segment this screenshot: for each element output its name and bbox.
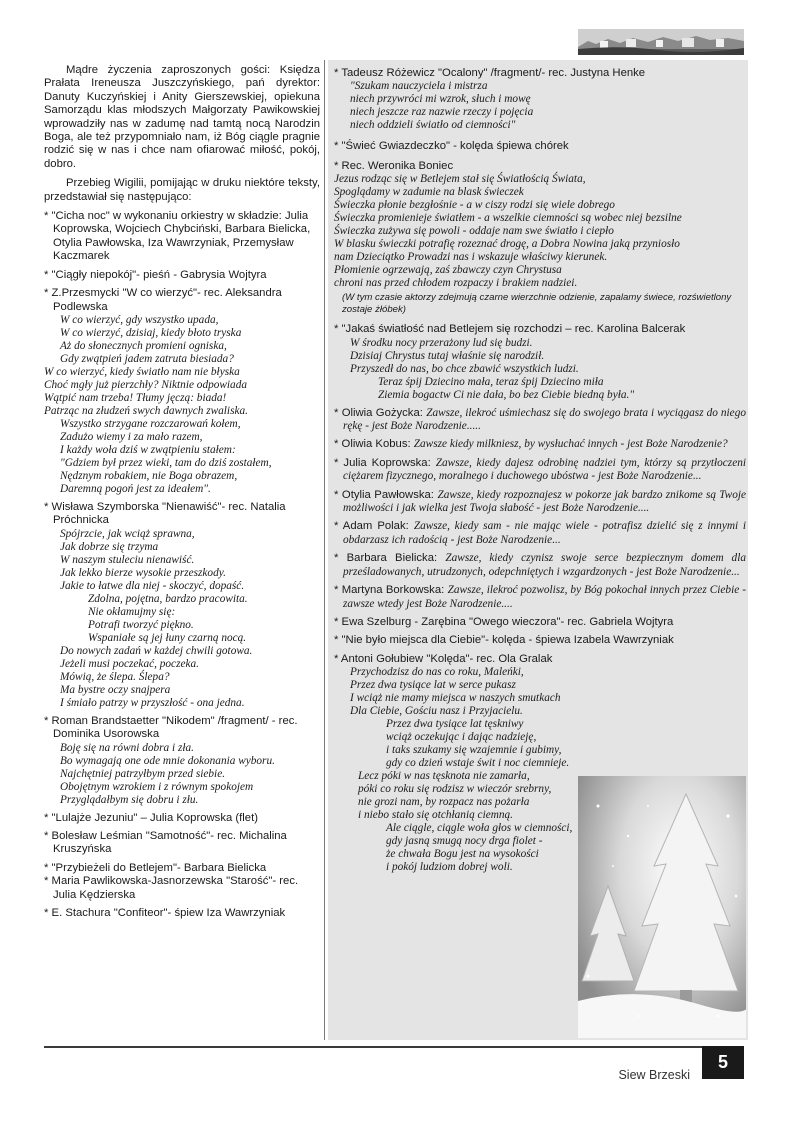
program-item: * Maria Pawlikowska-Jasnorzewska "Starość"- rec. Julia Kędzierska — [44, 875, 299, 901]
publication-title: Siew Brzeski — [618, 1068, 690, 1082]
poem-line: I wciąż nie mamy miejsca w naszych smutkach — [350, 692, 561, 705]
program-item: * Tadeusz Różewicz "Ocalony" /fragment/- rec. Justyna Henke — [334, 67, 646, 79]
stage-direction: (W tym czasie aktorzy zdejmują czarne wierzchnie odzienie, zapalamy świece, rozświetlony zostaje żłóbek) — [342, 292, 732, 315]
wish-line — [334, 584, 746, 611]
poem-line: nie grozi nam, by rozpacz nas pożarła — [358, 796, 530, 809]
poem-line: Świeczka płonie bezgłośnie - a w ciszy rodzi się wiele dobrego — [334, 199, 615, 212]
poem-line: Gdy zwątpień jadem zatruta biesiada? — [60, 352, 234, 365]
village-photo — [578, 29, 744, 55]
wish-line — [334, 520, 746, 547]
program-item: * "Ciągły niepokój"- pieśń - Gabrysia Wojtyra — [44, 268, 267, 281]
poem-line: Jeżeli musi poczekać, poczeka. — [60, 657, 199, 670]
poem-line: Przychodzisz do nas co roku, Maleńki, — [350, 666, 524, 679]
poem-line: "Szukam nauczyciela i mistrza — [350, 80, 488, 93]
program-item: * Ewa Szelburg - Zarębina "Owego wieczora"- rec. Gabriela Wojtyra — [334, 615, 674, 628]
wish-text: Zawsze, kiedy dajesz odrobinę nadziei tym, którzy są przytłoczeni ciężarem fizycznego, moralnego i duchowego ubóstwa - jest Boże Narodzenie... — [343, 456, 746, 483]
recitation-swieczka — [334, 173, 746, 290]
poem-line: Wspaniałe są jej łuny czarną nocą. — [88, 631, 247, 644]
poem-line: Świeczka zużywa się powoli - oddaje nam swe światło i ciepło — [334, 225, 614, 238]
poem-line: Ziemia bogactw Ci nie dała, bo bez Ciebie biedną była." — [378, 388, 635, 401]
poem-line: Do nowych zadań w każdej chwili gotowa. — [60, 644, 253, 657]
poem-line: i pokój ludziom dobrej woli. — [386, 861, 513, 874]
poem-line: Jak lekko bierze wysokie przeszkody. — [60, 566, 226, 579]
poem-line: Nie okłamujmy się: — [88, 605, 176, 618]
poem-line: wciąż oczekując i dając nadzieję, — [386, 731, 537, 744]
poem-line: póki co roku się rodzisz w wieczór srebrny, — [358, 783, 552, 796]
poem-line: Płomienie ogrzewają, zaś zbawczy czyn Chrystusa — [334, 264, 562, 277]
poem-line: Patrząc na złudzeń swych dawnych zwaliska. — [44, 404, 248, 417]
poem-line: W środku nocy przerażony lud się budzi. — [350, 336, 533, 349]
intro-paragraph: Mądre życzenia zaproszonych gości: Księdza Prałata Ireneusza Juszczyńskiego, pań dyrektor: Danuty Kuczyńskiej i Anity Gierszewskiej, opiekuna Samorządu klas młodszych Małgorzaty Pawikowskiej wprowadziły nas w zadumę nad tamtą nocą Narodzin Boga, ale też przypomniało nam, iż Bóg ciągle pragnie rodzić się w nas i chce nam ofiarować miłość, pokój, dobro. — [44, 64, 320, 170]
poem-line: W co wierzyć, gdy wszystko upada, — [60, 313, 219, 326]
program-item: * Z.Przesmycki "W co wierzyć"- rec. Aleksandra Podlewska — [44, 287, 282, 313]
poem-line: Obojętnym wzrokiem i z równym spokojem — [60, 780, 254, 793]
poem-line: że chwała Bogu jest na wysokości — [386, 848, 539, 861]
poem-line: W co wierzyć, dzisiaj, kiedy błoto tryska — [60, 326, 242, 339]
poem-line: Daremną pogoń jest za ideałem". — [60, 482, 211, 495]
poem-line: Zdolna, pojętna, bardzo pracowita. — [88, 592, 248, 605]
poem-line: Wątpić nam trzeba! Tłumy jęczą: biada! — [44, 391, 227, 404]
poem-jakas-swiatlosc — [334, 337, 746, 402]
wish-speaker: * Martyna Borkowska: — [334, 584, 445, 597]
poem-nienawisc — [44, 528, 320, 710]
poem-line: Bo wymagają one ode mnie dokonania wyboru. — [60, 754, 275, 767]
program-item: * "Nie było miejsca dla Ciebie"- kolęda - śpiewa Izabela Wawrzyniak — [334, 634, 674, 647]
wish-text: Zawsze, ilekroć uśmiechasz się do swojego brata i wyciągasz do niego rękę - jest Boże Narodzenie..... — [343, 406, 746, 433]
poem-line: W naszym stuleciu nienawiść. — [60, 553, 195, 566]
poem-line: gdy co dzień wstaje świt i noc ciemnieje. — [386, 757, 570, 770]
wish-line — [334, 457, 746, 484]
poem-line: Ale ciągle, ciągle woła głos w ciemności, — [386, 822, 573, 835]
poem-line: Świeczka promienieje światłem - a wszelkie ciemności są wobec niej bezsilne — [334, 212, 682, 225]
poem-line: Dzisiaj Chrystus tutaj właśnie się narodził. — [350, 349, 545, 362]
wish-text: Zawsze, kiedy sam - nie mając wiele - potrafisz dzielić się z innymi i obdarzasz ich radością - jest Boże Narodzenie... — [343, 520, 746, 546]
poem-line: Boję się na równi dobra i zła. — [60, 741, 194, 754]
program-item: * "Cicha noc" w wykonaniu orkiestry w składzie: Julia Koprowska, Wojciech Chybciński, Barbara Bielicka, Otylia Pawłowska, Iza Wawrzyniak, Przemysław Kaczmarek — [44, 210, 311, 263]
program-item: * "Lulajże Jezuniu" – Julia Koprowska (flet) — [44, 811, 258, 824]
poem-line: Przyglądałbym się dobru i złu. — [60, 793, 199, 806]
wish-line — [334, 438, 746, 451]
poem-line: Najchętniej patrzyłbym przed siebie. — [60, 767, 226, 780]
poem-line: Mówią, że ślepa. Ślepa? — [60, 670, 170, 683]
poem-ocalony — [334, 80, 746, 132]
poem-line: Wszystko strzygane rozczarowań kołem, — [60, 417, 241, 430]
poem-line: i taks szukamy się wzajemnie i gubimy, — [386, 744, 562, 757]
poem-line: Przyszedł do nas, bo chce zbawić wszystkich ludzi. — [350, 362, 579, 375]
program-item: * "Świeć Gwiazdeczko" - kolęda śpiewa chórek — [334, 140, 569, 153]
wish-text: Zawsze, kiedy rozpoznajesz w pokorze jak bardzo znikome są Twoje możliwości i jak wielka jest Twoja słabość - jest Boże Narodzenie.... — [343, 488, 746, 515]
left-column — [44, 64, 320, 1040]
poem-line: Zadużo wiemy i za mało razem, — [60, 430, 203, 443]
poem-line: Teraz śpij Dziecino mała, teraz śpij Dziecino miła — [378, 375, 604, 388]
page-number: 5 — [702, 1046, 744, 1079]
wish-text: Zawsze, ilekroć pozwolisz, by Bóg pokochał innych przez Ciebie - zawsze wtedy jest Boże Narodzenie.... — [343, 584, 746, 610]
poem-line: W co wierzyć, kiedy światło nam nie błyska — [44, 365, 240, 378]
poem-line: Potrafi tworzyć piękno. — [88, 618, 194, 631]
poem-line: nam Dzieciątko Prowadzi nas i wskazuje właściwy kierunek. — [334, 251, 608, 264]
wish-text: Zawsze kiedy milkniesz, by wysłuchać innych - jest Boże Narodzenie? — [413, 438, 728, 451]
column-divider — [324, 60, 325, 1040]
poem-line: Nędznym robakiem, nie Boga obrazem, — [60, 469, 238, 482]
wish-text: Zawsze, kiedy czynisz swoje serce bezpiecznym domem dla prześladowanych, utrudzonych, odepchniętych i wzgardzonych - jest Boże Narodzenie... — [343, 552, 746, 578]
poem-line: niech oddzieli światło od ciemności" — [350, 119, 516, 132]
wish-speaker: * Oliwia Gożycka: — [334, 406, 423, 419]
program-intro: Przebieg Wigilii, pomijając w druku niektóre teksty, przedstawiał się następująco: — [44, 177, 320, 203]
poem-line: Przez dwa tysiące lat w serce pukasz — [350, 679, 516, 692]
program-item: * Roman Brandstaetter "Nikodem" /fragment/ - rec. Dominika Usorowska — [44, 714, 298, 741]
wish-speaker: * Adam Polak: — [334, 520, 409, 533]
wish-line — [334, 407, 746, 434]
program-item: * Wisława Szymborska "Nienawiść"- rec. Natalia Próchnicka — [44, 500, 286, 527]
poem-line: Jezus rodząc się w Betlejem stał się Światłością Świata, — [334, 173, 586, 186]
poem-line: W blasku świeczki potrafię rozeznać drogę, a Dobra Nowina jaką przyniosło — [334, 238, 680, 251]
footer-rule — [44, 1046, 744, 1048]
program-item: * "Jakaś światłość nad Betlejem się rozchodzi – rec. Karolina Balcerak — [334, 323, 686, 336]
poem-line: niech przywróci mi wzrok, słuch i mowę — [350, 93, 531, 106]
poem-line: Jak dobrze się trzyma — [60, 540, 159, 553]
poem-line: Przez dwa tysiące lat tęskniwy — [386, 718, 524, 731]
program-item: * "Przybieżeli do Betlejem"- Barbara Bielicka — [44, 861, 267, 874]
poem-line: Jakie to łatwe dla niej - skoczyć, dopaść. — [60, 579, 245, 592]
poem-line: Choć mgły już pierzchły? Niktnie odpowiada — [44, 378, 248, 391]
poem-w-co-wierzyc — [44, 314, 320, 496]
program-item: * E. Stachura "Confiteor"- śpiew Iza Wawrzyniak — [44, 906, 286, 919]
wish-line — [334, 489, 746, 516]
program-item: * Antoni Gołubiew "Kolęda"- rec. Ola Gralak — [334, 652, 553, 665]
wish-speaker: * Barbara Bielicka: — [334, 552, 438, 565]
poem-line: gdy jasną smugą nocy drga fiolet - — [386, 835, 543, 848]
poem-koleda — [334, 666, 746, 874]
wish-line — [334, 552, 746, 579]
poem-line: Dla Ciebie, Gościu nasz i Przyjacielu. — [350, 705, 523, 718]
program-item: * Rec. Weronika Boniec — [334, 159, 454, 172]
poem-line: "Gdziem był przez wieki, tam do dziś zostałem, — [60, 456, 272, 469]
poem-line: chroni nas przed chłodem rozpaczy i brakiem nadziei. — [334, 277, 578, 290]
poem-line: i niebo stało się otchłanią ciemną. — [358, 809, 513, 822]
poem-line: Ma bystre oczy snajpera — [60, 683, 171, 696]
poem-line: I śmiało patrzy w przyszłość - ona jedna. — [60, 696, 245, 709]
poem-line: Aż do słonecznych promieni ogniska, — [60, 339, 227, 352]
poem-line: Lecz póki w nas tęsknota nie zamarła, — [358, 770, 530, 783]
poem-line: niech jeszcze raz nazwie rzeczy i pojęcia — [350, 106, 534, 119]
poem-line: Spoglądamy w zadumie na blask świeczek — [334, 186, 524, 199]
poem-nikodem — [44, 742, 320, 807]
poem-line: I każdy woła dziś w zwątpieniu stałem: — [60, 443, 236, 456]
wish-speaker: * Julia Koprowska: — [334, 456, 431, 469]
poem-line: Spójrzcie, jak wciąż sprawna, — [60, 527, 195, 540]
wish-speaker: * Otylia Pawłowska: — [334, 488, 434, 501]
wish-speaker: * Oliwia Kobus: — [334, 438, 411, 451]
program-item: * Bolesław Leśmian "Samotność"- rec. Michalina Kruszyńska — [44, 829, 287, 856]
